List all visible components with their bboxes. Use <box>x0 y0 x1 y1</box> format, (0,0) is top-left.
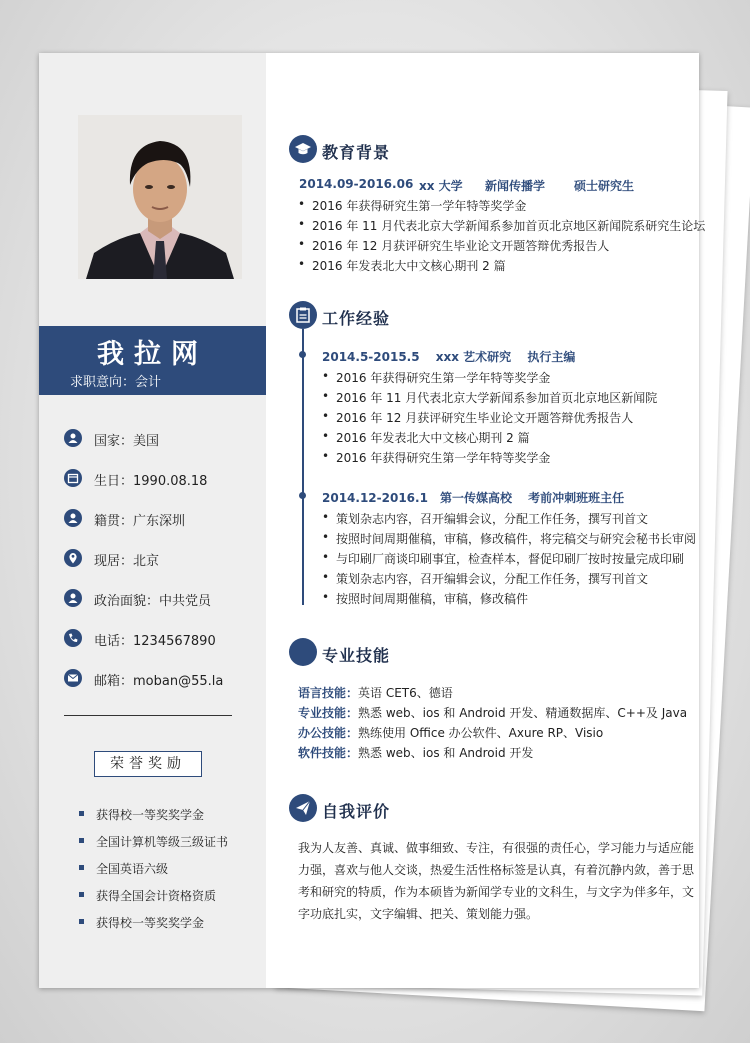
honors-title: 荣誉奖励 <box>94 751 202 777</box>
job-intent: 求职意向：会计 <box>70 375 162 390</box>
skill-row: 语言技能：英语 CET6、德语 <box>298 686 453 700</box>
bullet-square-icon <box>79 919 84 924</box>
education-major: 新闻传播学 <box>485 179 546 193</box>
evaluation-line: 我为人友善、真诚、做事细致、专注，有很强的责任心，学习能力与适应能 <box>298 841 695 855</box>
calendar-icon <box>64 469 82 487</box>
evaluation-line: 字功底扎实，文字编辑、把关、策划能力强。 <box>298 907 539 921</box>
work-title: 工作经验 <box>322 309 391 328</box>
user-icon <box>64 589 82 607</box>
user-icon <box>64 429 82 447</box>
timeline-line <box>302 329 304 605</box>
timeline-dot <box>299 492 306 499</box>
resume-page: 我拉网 求职意向：会计 国家：美国 生日：1990.08.18 籍贯：广东深圳 现居：北京 政治面貌：中共党员 电话：1234567890 邮箱：moban@55.la 荣誉奖励 获得校一等奖奖学金 全国计算机等级三级证书 全国英语六级 获得全国会计资格资质 获得校一等奖奖学金 教育背景 2014.09-2016.06 xx 大学 新闻传播学 硕士研究生 • 2016 年获得研究生第一学年特等奖学金 • 2016 年 11 月代表北京大学新闻系参加首页北京地区新闻院系研究生论坛 • 2016 年 12 月获评研究生毕业论文开题答辩优秀报告人 • 2016 年发表北大中文核心期刊 2 篇 工作经验 2014.5-2015.5 xxx 艺术研究 执行主编 • 2016 年获得研究生第一学年特等奖学金 • 2016 年 11 月代表北京大学新闻系参加首页北京地区新闻院 • 2016 年 12 月获评研究生毕业论文开题答辩优秀报告人 • 2016 年发表北大中文核心期刊 2 篇 • 2016 年获得研究生第一学年特等奖学金 2014.12-2016.1 第一传媒高校 考前冲刺班班主任 • 策划杂志内容，召开编辑会议，分配工作任务，撰写刊首文 • 按照时间周期催稿，审稿，修改稿件，将完稿交与研究会秘书长审阅 • 与印刷厂商谈印刷事宜，检查样本，督促印刷厂按时按量完成印刷 • 策划杂志内容，召开编辑会议，分配工作任务，撰写刊首文 • 按照时间周期催稿，审稿，修改稿件 专业技能 语言技能：英语 CET6、德语 专业技能：熟悉 web、ios 和 Android 开发、精通数据库、C++及 Java 办公技能：熟练使用 Office 办公软件、Axure RP、Visio 软件技能：熟悉 web、ios 和 Android 开发 自我评价 我为人友善、真诚、做事细致、专注，有很强的责任心，学习能力与适应能 力强，喜欢与他人交谈，热爱生活性格标签是认真，有着沉静内敛，善于思 考和研究的特质，作为本硕皆为新闻学专业的文科生，与文字为伴多年，文 字功底扎实，文字编辑、把关、策划能力强。 <box>39 53 699 988</box>
info-text: 邮箱：moban@55.la <box>94 674 224 689</box>
info-text: 籍贯：广东深圳 <box>94 514 186 529</box>
skill-row: 办公技能：熟练使用 Office 办公软件、Axure RP、Visio <box>298 726 604 740</box>
bullet-square-icon <box>79 892 84 897</box>
education-school: xx 大学 <box>419 179 463 193</box>
job-header: 2014.12-2016.1 第一传媒高校 考前冲刺班班主任 <box>322 491 625 505</box>
info-text: 电话：1234567890 <box>94 634 216 649</box>
divider <box>64 715 232 716</box>
info-text: 政治面貌：中共党员 <box>94 594 212 609</box>
skill-row: 软件技能：熟悉 web、ios 和 Android 开发 <box>298 746 534 760</box>
info-text: 国家：美国 <box>94 434 160 449</box>
bullet-square-icon <box>79 811 84 816</box>
bullet-square-icon <box>79 838 84 843</box>
skill-row: 专业技能：熟悉 web、ios 和 Android 开发、精通数据库、C++及 Java <box>298 706 688 720</box>
evaluation-line: 考和研究的特质，作为本硕皆为新闻学专业的文科生，与文字为伴多年，文 <box>298 885 695 899</box>
skill-circle-icon <box>289 638 317 666</box>
info-text: 生日：1990.08.18 <box>94 474 208 489</box>
info-text: 现居：北京 <box>94 554 160 569</box>
bullet-square-icon <box>79 865 84 870</box>
mail-icon <box>64 669 82 687</box>
profile-photo <box>78 115 242 279</box>
id-card-icon <box>289 301 317 329</box>
education-degree: 硕士研究生 <box>574 179 635 193</box>
education-title: 教育背景 <box>322 143 391 162</box>
sidebar: 我拉网 求职意向：会计 国家：美国 生日：1990.08.18 籍贯：广东深圳 现居：北京 政治面貌：中共党员 电话：1234567890 邮箱：moban@55.la 荣誉奖励 获得校一等奖奖学金 全国计算机等级三级证书 全国英语六级 获得全国会计资格资质 获得校一等奖奖学金 <box>39 53 266 988</box>
skills-title: 专业技能 <box>322 646 391 665</box>
evaluation-line: 力强，喜欢与他人交谈，热爱生活性格标签是认真，有着沉静内敛，善于思 <box>298 863 695 877</box>
graduation-cap-icon <box>289 135 317 163</box>
evaluation-title: 自我评价 <box>322 802 391 821</box>
name-banner <box>39 326 266 395</box>
location-pin-icon <box>64 549 82 567</box>
phone-icon <box>64 629 82 647</box>
paper-plane-icon <box>289 794 317 822</box>
education-period: 2014.09-2016.06 <box>299 177 414 191</box>
job-header: 2014.5-2015.5 xxx 艺术研究 执行主编 <box>322 350 576 364</box>
timeline-dot <box>299 351 306 358</box>
user-icon <box>64 509 82 527</box>
candidate-name: 我拉网 <box>97 339 208 370</box>
